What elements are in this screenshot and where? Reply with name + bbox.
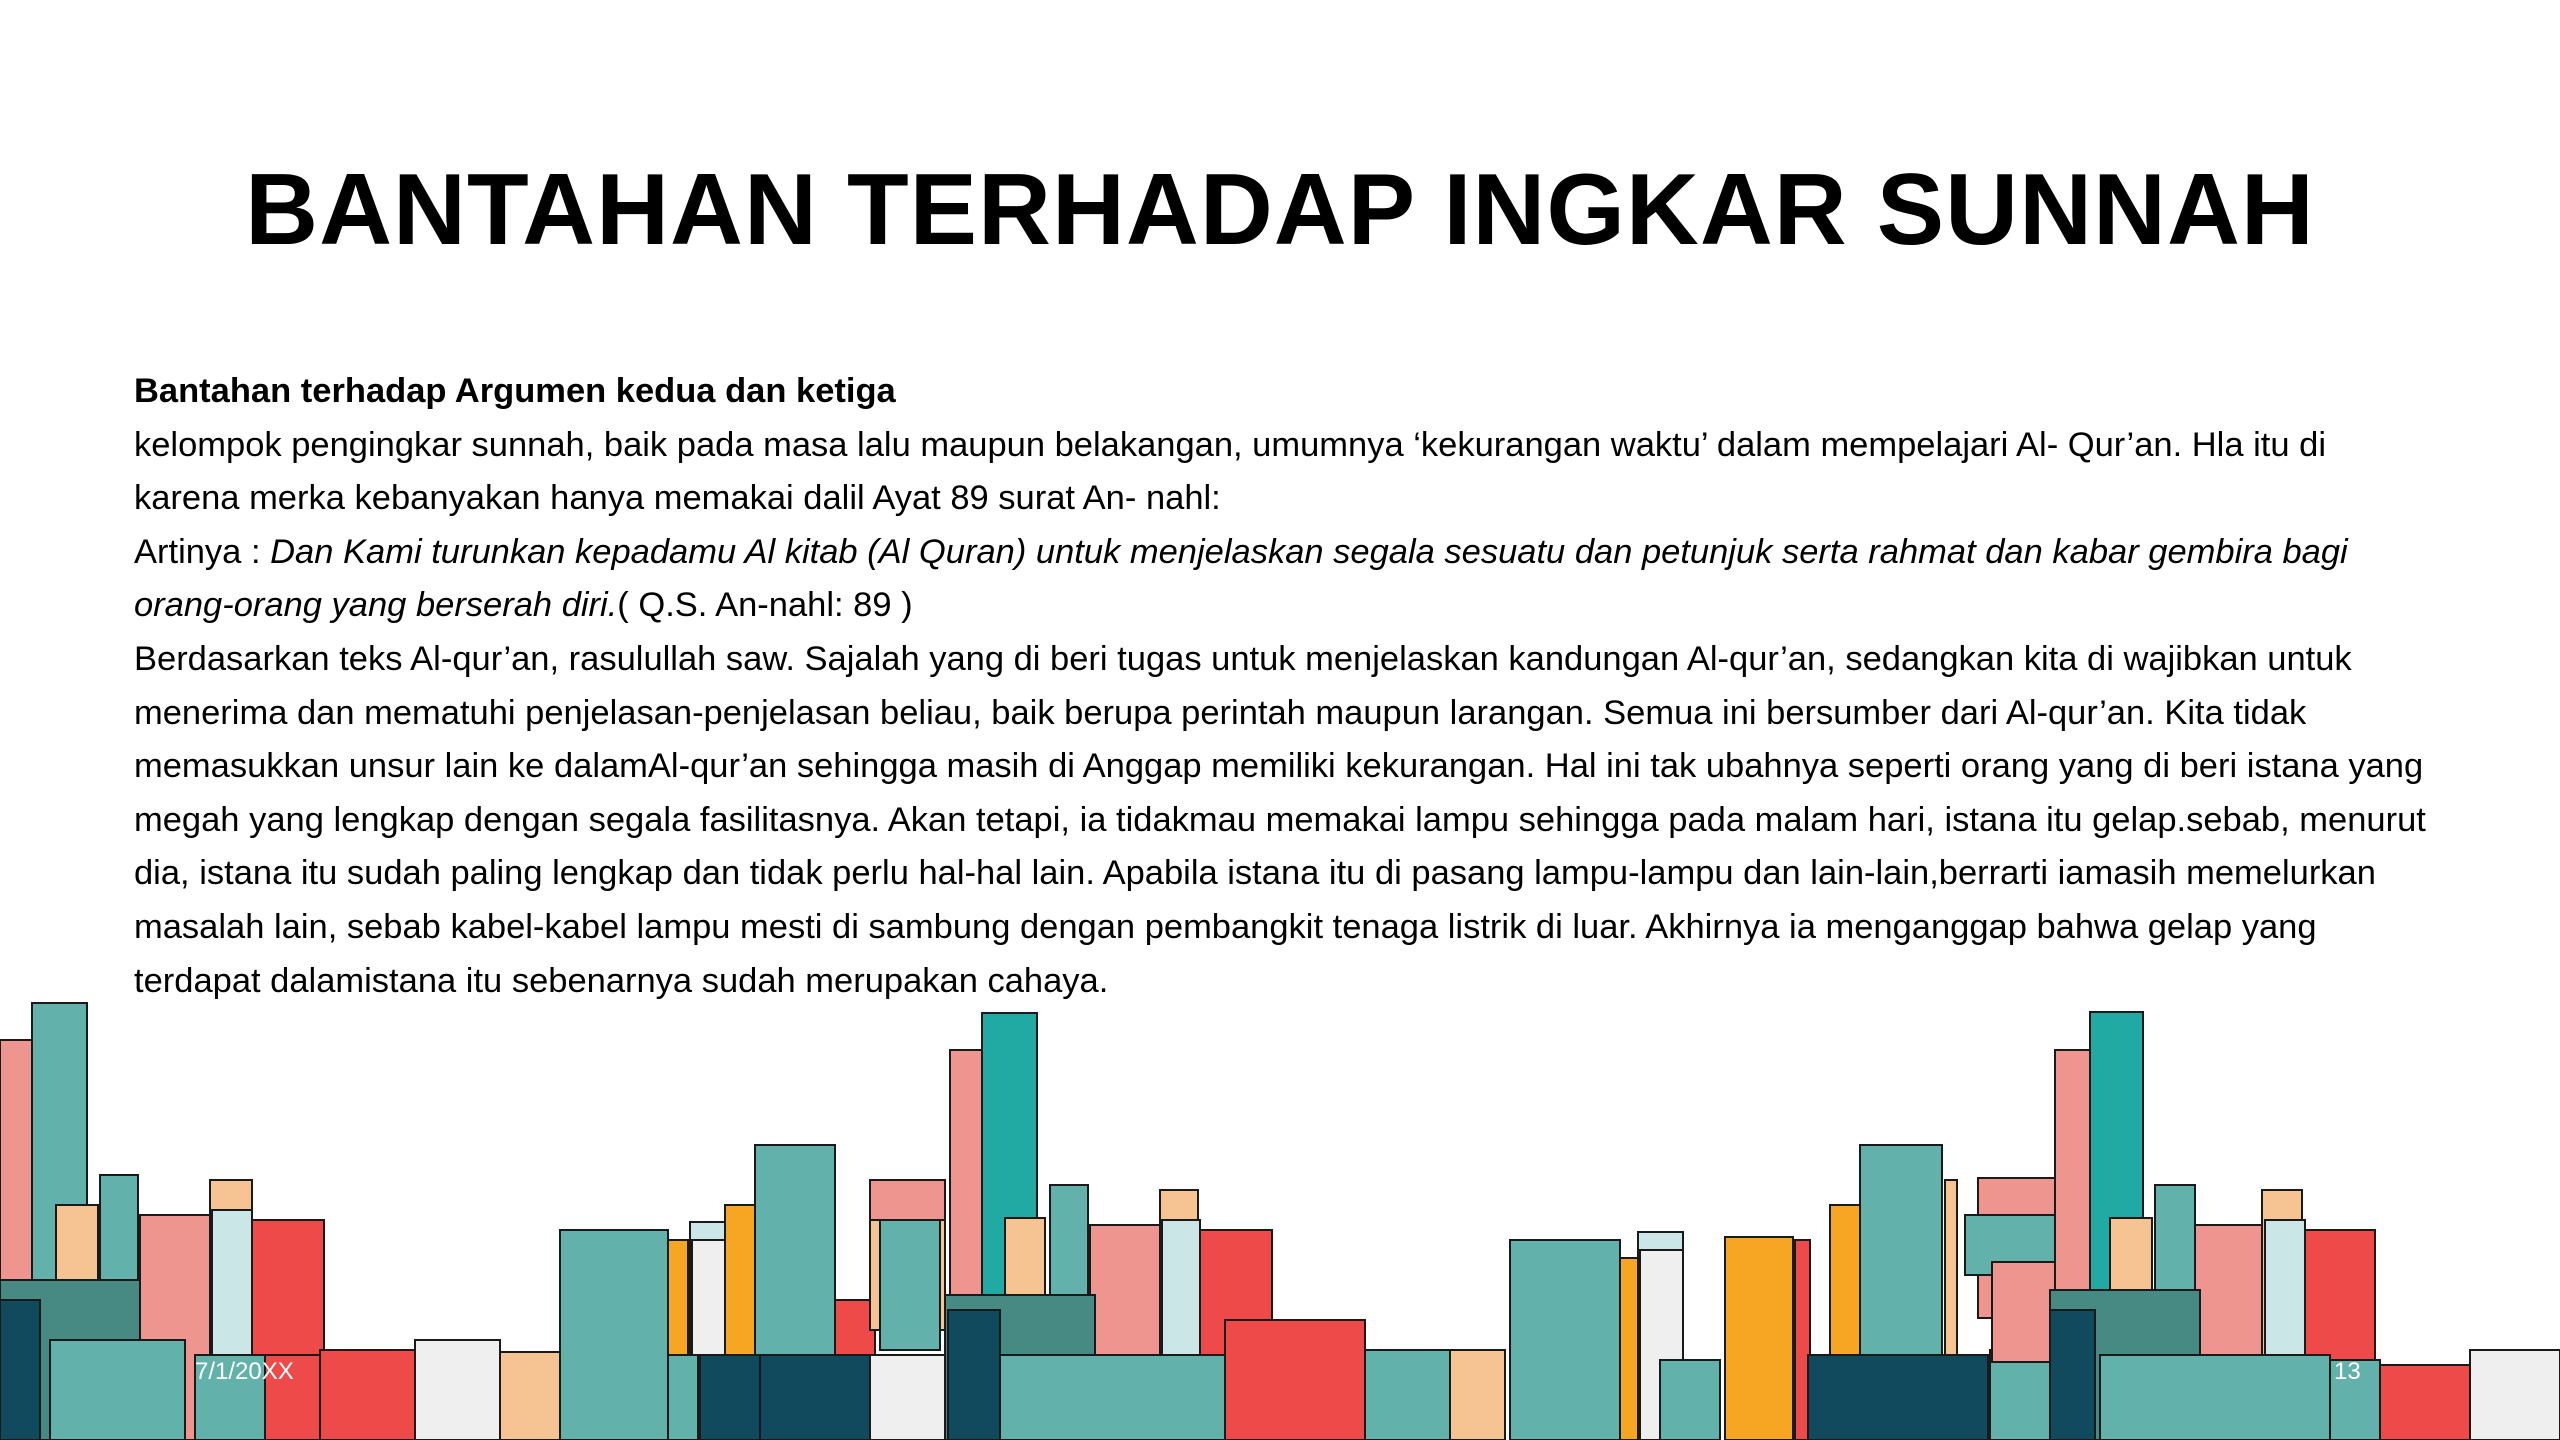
- building-shape: [1660, 1360, 1720, 1440]
- building-shape: [870, 1355, 950, 1440]
- ayat-reference: ( Q.S. An-nahl: 89 ): [617, 586, 913, 625]
- slide-body: [134, 365, 2434, 1008]
- building-shape: [415, 1340, 500, 1440]
- building-shape: [2470, 1350, 2560, 1440]
- building-shape: [760, 1355, 870, 1440]
- slide-title: BANTAHAN TERHADAP INGKAR SUNNAH: [245, 154, 2315, 266]
- building-shape: [1990, 1350, 2050, 1440]
- paragraph-explanation: Berdasarkan teks Al-qur’an, rasulullah saw. Sajalah yang di beri tugas untuk menjelaskan kandungan Al-qur’an, sedangkan kita di wajibkan untuk menerima dan mematuhi penjelasan-penjelasan beliau, baik berupa perintah maupun larangan. Semua ini bersumber dari Al-qur’an. Kita tidak memasukkan unsur lain ke dalamAl-qur’an sehingga masih di Anggap memiliki kekurangan. Hal ini tak ubahnya seperti orang yang di beri istana yang megah yang lengkap dengan segala fasilitasnya. Akan tetapi, ia tidakmau memakai lampu sehingga pada malam hari, istana itu gelap.sebab, menurut dia, istana itu sudah paling lengkap dan tidak perlu hal-hal lain. Apabila istana itu di pasang lampu-lampu dan lain-lain,berrarti iamasih memelurkan masalah lain, sebab kabel-kabel lampu mesti di sambung dengan pembangkit tenaga listrik di luar. Akhirnya ia menganggap bahwa gelap yang terdapat dalamistana itu sebenarnya sudah merupakan cahaya.: [134, 639, 2426, 1000]
- footer-date: 7/1/20XX: [195, 1358, 294, 1385]
- building-shape: [880, 1220, 940, 1350]
- building-shape: [1000, 1355, 1225, 1440]
- building-shape: [560, 1230, 668, 1440]
- building-shape: [1808, 1355, 1988, 1440]
- building-shape: [1365, 1350, 1450, 1440]
- building-shape: [668, 1355, 698, 1440]
- building-shape: [700, 1355, 760, 1440]
- ayat-translation: Dan Kami turunkan kepadamu Al kitab (Al Quran) untuk menjelaskan segala sesuatu dan petunjuk serta rahmat dan kabar gembira bagi orang-orang yang berserah diri.: [134, 532, 2348, 625]
- building-shape: [870, 1180, 945, 1220]
- slide-number: 13: [2334, 1358, 2361, 1385]
- building-shape: [2100, 1355, 2330, 1440]
- building-shape: [1620, 1258, 1638, 1440]
- building-shape: [0, 1300, 40, 1440]
- building-shape: [1510, 1240, 1620, 1440]
- building-shape: [1725, 1237, 1793, 1440]
- building-shape: [50, 1340, 185, 1440]
- paragraph-intro: kelompok pengingkar sunnah, baik pada masa lalu maupun belakangan, umumnya ‘kekurangan waktu’ dalam mempelajari Al- Qur’an. Hla itu di karena merka kebanyakan hanya memakai dalil Ayat 89 surat An- nahl:: [134, 425, 2326, 518]
- section-heading: Bantahan terhadap Argumen kedua dan ketiga: [134, 372, 896, 410]
- building-shape: [320, 1350, 415, 1440]
- translation-paragraph: [134, 526, 2434, 633]
- building-shape: [1225, 1320, 1365, 1440]
- building-shape: [1450, 1350, 1505, 1440]
- building-shape: [948, 1310, 1000, 1440]
- artinya-label: Artinya :: [134, 532, 271, 571]
- building-shape: [2050, 1310, 2095, 1440]
- building-shape: [500, 1352, 560, 1440]
- building-shape: [2380, 1365, 2470, 1440]
